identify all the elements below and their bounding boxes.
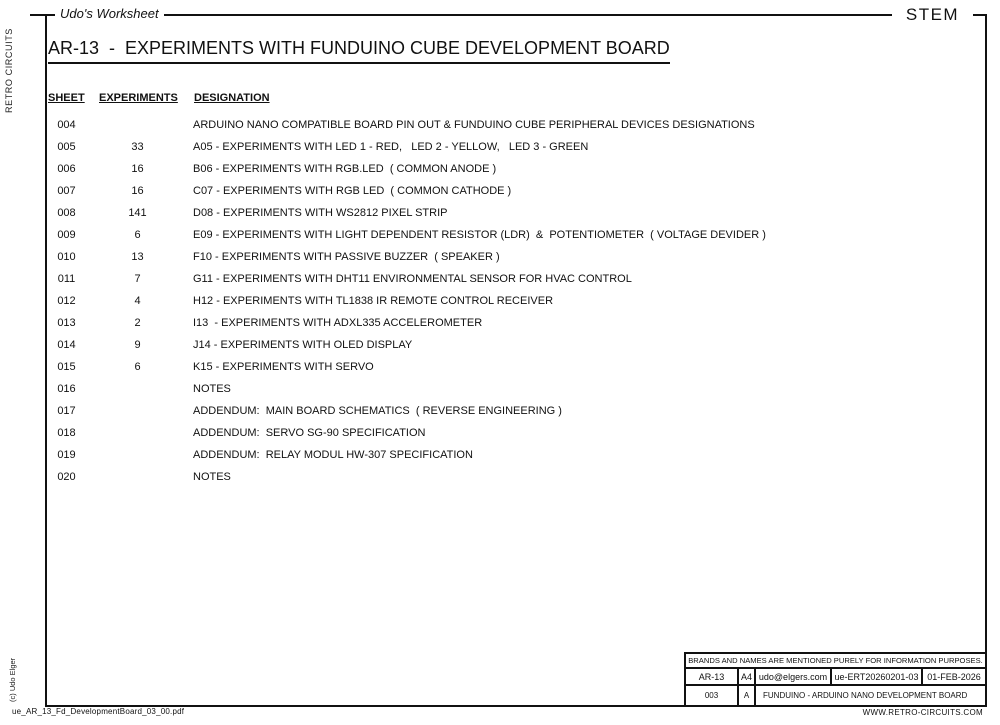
title-block-sheet-row [686, 686, 985, 705]
doc-number: ue-ERT20260201-03 [832, 669, 923, 684]
doc-date: 01-FEB-2026 [927, 671, 981, 682]
title-block-notice: BRANDS AND NAMES ARE MENTIONED PURELY FOR INFORMATION PURPOSES. [686, 654, 985, 669]
table-row [48, 246, 948, 268]
sheet-number: 011 [57, 273, 76, 285]
side-copyright-label: (c) Udo Elger [8, 657, 17, 702]
table-row [48, 334, 948, 356]
paper-size: A4 [739, 669, 756, 684]
designation-text: I13 - EXPERIMENTS WITH ADXL335 ACCELEROMETER [193, 317, 483, 329]
sheet-number: 017 [57, 405, 76, 417]
column-header-sheet: SHEET [48, 92, 85, 104]
experiments-count: 16 [131, 185, 144, 197]
experiments-count: 9 [134, 339, 141, 351]
title-block [684, 652, 987, 707]
sheet-number: 012 [57, 295, 76, 307]
designation-text: F10 - EXPERIMENTS WITH PASSIVE BUZZER ( SPEAKER ) [193, 251, 500, 263]
top-left-border-tick [30, 14, 57, 16]
designation-text: A05 - EXPERIMENTS WITH LED 1 - RED, LED 2 - YELLOW, LED 3 - GREEN [193, 141, 589, 153]
experiments-count: 4 [134, 295, 141, 307]
designation-text: B06 - EXPERIMENTS WITH RGB.LED ( COMMON ANODE ) [193, 163, 497, 175]
designation-text: C07 - EXPERIMENTS WITH RGB LED ( COMMON CATHODE ) [193, 185, 512, 197]
experiments-count: 33 [131, 141, 144, 153]
worksheet-label: Udo's Worksheet [55, 5, 164, 23]
experiments-count [85, 378, 190, 400]
experiments-count: 141 [128, 207, 147, 219]
sheet-number: 018 [57, 427, 76, 439]
sheet-number: 016 [57, 383, 76, 395]
table-row [48, 180, 948, 202]
footer-website: WWW.RETRO-CIRCUITS.COM [862, 708, 983, 717]
table-row [48, 290, 948, 312]
side-brand-label: RETRO CIRCUITS [4, 28, 14, 113]
designation-text: ADDENDUM: RELAY MODUL HW-307 SPECIFICATION [193, 449, 473, 461]
sheet-number: 020 [57, 471, 76, 483]
table-row [48, 224, 948, 246]
sheet-number: 013 [57, 317, 76, 329]
page-title: AR-13 - EXPERIMENTS WITH FUNDUINO CUBE DEVELOPMENT BOARD [48, 38, 670, 64]
sheet-number: 005 [57, 141, 76, 153]
designation-text: ADDENDUM: SERVO SG-90 SPECIFICATION [193, 427, 426, 439]
board-title-field: FUNDUINO - ARDUINO NANO DEVELOPMENT BOARD [763, 691, 968, 700]
sheet-number: 014 [57, 339, 76, 351]
experiments-count [85, 466, 190, 488]
experiments-count: 6 [134, 229, 141, 241]
experiments-count: 7 [134, 273, 141, 285]
sheet-number: 019 [57, 449, 76, 461]
sheet-index-rows [48, 114, 948, 488]
experiments-count [85, 444, 190, 466]
title-block-info-row [686, 669, 985, 686]
experiments-count: 16 [131, 163, 144, 175]
sheet-number: 004 [57, 119, 76, 131]
experiments-count: 13 [131, 251, 144, 263]
designation-text: J14 - EXPERIMENTS WITH OLED DISPLAY [193, 339, 413, 351]
designation-text: D08 - EXPERIMENTS WITH WS2812 PIXEL STRIP [193, 207, 448, 219]
experiments-count: 2 [134, 317, 141, 329]
doc-code: AR-13 [686, 669, 739, 684]
table-row [48, 158, 948, 180]
table-row [48, 356, 948, 378]
designation-text: NOTES [193, 383, 231, 395]
sheet-number: 010 [57, 251, 76, 263]
designation-text: H12 - EXPERIMENTS WITH TL1838 IR REMOTE CONTROL RECEIVER [193, 295, 554, 307]
designation-text: G11 - EXPERIMENTS WITH DHT11 ENVIRONMENTAL SENSOR FOR HVAC CONTROL [193, 273, 632, 285]
designation-text: K15 - EXPERIMENTS WITH SERVO [193, 361, 374, 373]
table-row [48, 268, 948, 290]
sheet-number: 006 [57, 163, 76, 175]
column-header-experiments: EXPERIMENTS [99, 92, 178, 104]
sheet-number-field: 003 [686, 686, 739, 705]
experiments-count [85, 422, 190, 444]
table-row [48, 466, 948, 488]
table-row [48, 422, 948, 444]
experiments-count [85, 114, 190, 136]
table-row [48, 114, 948, 136]
experiments-count: 6 [134, 361, 141, 373]
table-row [48, 378, 948, 400]
author-email: udo@elgers.com [756, 669, 832, 684]
table-row [48, 136, 948, 158]
column-header-designation: DESIGNATION [194, 92, 270, 104]
table-row [48, 312, 948, 334]
revision-field: A [739, 686, 756, 705]
experiments-count [85, 400, 190, 422]
table-row [48, 444, 948, 466]
designation-text: NOTES [193, 471, 231, 483]
sheet-number: 008 [57, 207, 76, 219]
table-row [48, 202, 948, 224]
sheet-number: 009 [57, 229, 76, 241]
sheet-number: 007 [57, 185, 76, 197]
designation-text: ADDENDUM: MAIN BOARD SCHEMATICS ( REVERSE ENGINEERING ) [193, 405, 562, 417]
stem-label: STEM [892, 3, 973, 27]
sheet-number: 015 [57, 361, 76, 373]
footer-filename: ue_AR_13_Fd_DevelopmentBoard_03_00.pdf [12, 707, 185, 716]
designation-text: ARDUINO NANO COMPATIBLE BOARD PIN OUT & FUNDUINO CUBE PERIPHERAL DEVICES DESIGNATIONS [193, 119, 755, 131]
designation-text: E09 - EXPERIMENTS WITH LIGHT DEPENDENT RESISTOR (LDR) & POTENTIOMETER ( VOLTAGE DEVIDER ) [193, 229, 766, 241]
table-row [48, 400, 948, 422]
